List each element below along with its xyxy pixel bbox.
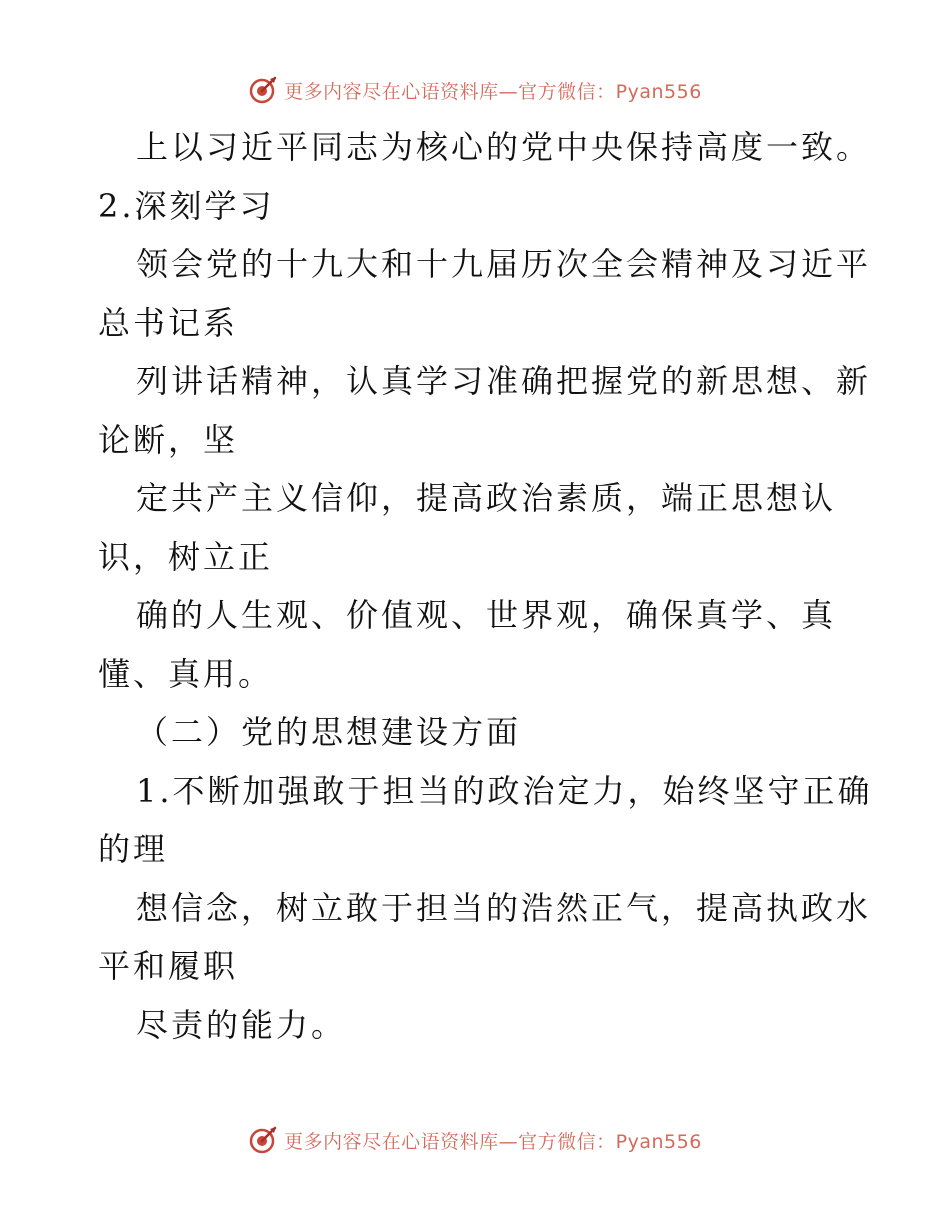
- text-line: 领会党的十九大和十九届历次全会精神及习近平: [136, 245, 872, 283]
- text-line: 识，树立正: [98, 537, 274, 576]
- text-line: 确的人生观、价值观、世界观，确保真学、真: [136, 596, 837, 634]
- quill-seal-icon: [248, 75, 278, 105]
- text-line: 2.深刻学习: [98, 186, 275, 225]
- footer-watermark: [0, 1120, 950, 1160]
- text-line: 平和履职: [98, 947, 239, 985]
- quill-seal-icon: [248, 1125, 278, 1155]
- text-line: 的理: [98, 830, 169, 868]
- text-line: 总书记系: [98, 303, 239, 342]
- text-line: 上以习近平同志为核心的党中央保持高度一致。: [136, 128, 872, 166]
- watermark-text: 更多内容尽在心语资料库—官方微信：Pyan556: [284, 80, 702, 103]
- text-line: 列讲话精神，认真学习准确把握党的新思想、新: [136, 362, 872, 400]
- text-line: 尽责的能力。: [136, 1005, 347, 1044]
- text-line: 懂、真用。: [98, 654, 274, 693]
- text-line: 论断，坚: [98, 420, 239, 459]
- text-line: 定共产主义信仰，提高政治素质，端正思想认: [136, 479, 837, 517]
- header-watermark: [0, 70, 950, 110]
- document-body: [98, 118, 873, 1054]
- text-line: 1.不断加强敢于担当的政治定力，始终坚守正确: [136, 771, 873, 810]
- section-heading: （二）党的思想建设方面: [136, 713, 522, 751]
- watermark-text: 更多内容尽在心语资料库—官方微信：Pyan556: [284, 1130, 702, 1153]
- text-line: 想信念，树立敢于担当的浩然正气，提高执政水: [136, 888, 872, 927]
